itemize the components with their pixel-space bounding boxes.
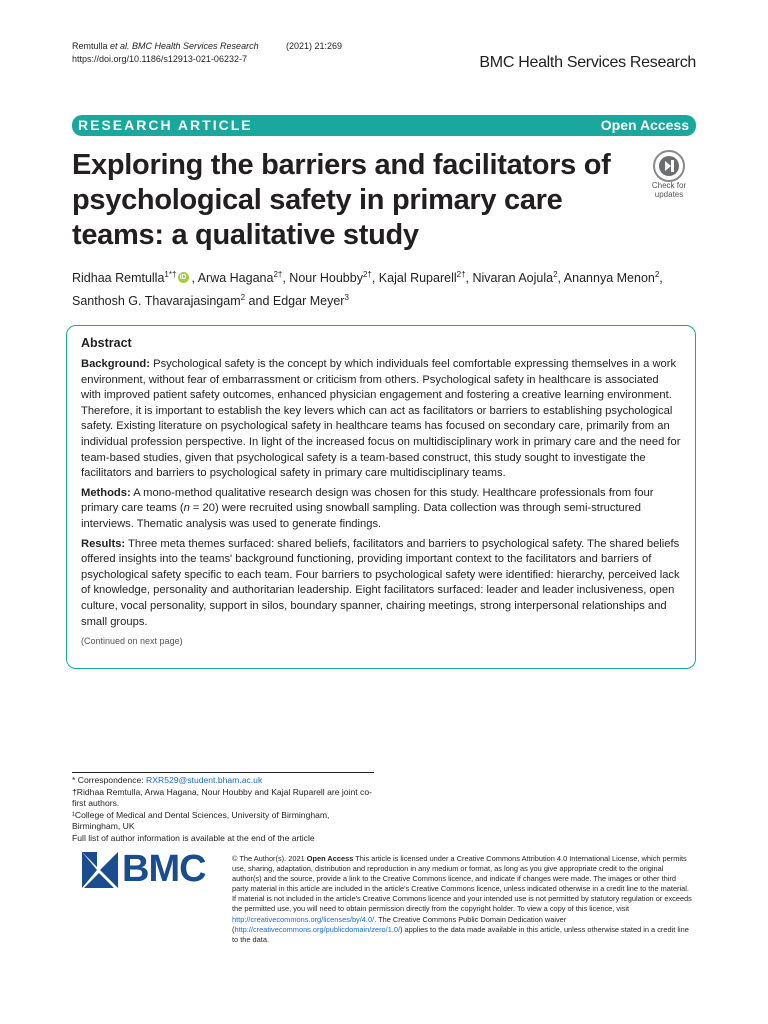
abstract-methods [81,486,681,533]
methods-text-post: = 20) were recruited using snowball sampling. Data collection was through semi-structured interviews. Thematic analysis was used to generate findings. [81,502,641,530]
correspondence-email-link[interactable]: RXR529@student.bham.ac.uk [146,775,263,785]
license-body3: ) applies to the data made available in this article, unless otherwise stated in a credit line to the data. [232,924,689,944]
abstract-box [66,325,696,669]
check-for-updates-label [642,181,696,199]
correspondence [72,775,374,787]
journal-name: BMC Health Services Research [479,54,696,71]
license-body1: This article is licensed under a Creative Commons Attribution 4.0 International License, which permits use, sharing, adaptation, distribution and reproduction in any medium or format, as long as you give appropriate credit to the original author(s) and the source, provide a link to the Creative Commons licence, and indicate if changes were made. The images or other third party material in this article are included in the article's Creative Commons licence, unless indicated otherwise in a credit line to the material. If material is not included in the article's Creative Commons licence and your intended use is not permitted by statutory regulation or exceeds the permitted use, you will need to obtain permission directly from the copyright holder. To view a copy of this licence, visit [232,854,692,914]
correspondence-label: * Correspondence: [72,775,147,785]
author-affiliation: 2† [273,270,283,279]
author-affiliation: 1*† [164,270,177,279]
results-text: Three meta themes surfaced: shared beliefs, facilitators and barriers to psychological safety. The shared beliefs offered insights into the teams' background functioning, providing important context to the facilitators and barriers of psychological safety specific to each team. Four barriers to psychological safety were identified: hierarchy, perceived lack of knowledge, personality and authoritarian leadership. Eight facilitators surfaced: leader and leader inclusiveness, open culture, vocal personality, support in silos, boundary spanner, chairing meetings, strong interpersonal relationships and small groups. [81,537,680,628]
author-affiliation: 2 [553,270,558,279]
footnotes [72,772,374,845]
methods-text-pre: A mono-method qualitative research design was chosen for this study. Healthcare professionals from four primary care teams ( [81,486,654,515]
methods-label: Methods: [81,486,131,499]
abstract-background [81,357,681,482]
citation-journal: et al. BMC Health Services Research [110,41,259,51]
author-name: , Kajal Ruparell [371,271,457,286]
author-affiliation: 3 [344,293,349,303]
author-name: Ridhaa Remtulla [72,271,165,286]
article-type-banner [72,115,696,136]
author-affiliation: 2† [456,270,466,279]
license-pre: © The Author(s). 2021 [232,854,307,863]
author-name: and Edgar Meyer [245,294,345,309]
author-affiliation: 2 [240,293,246,303]
check-line2: updates [654,190,684,199]
author-name: , Nivaran Aojula [465,271,554,286]
citation [72,40,259,53]
author-affiliation: 2† [362,270,372,279]
background-text: Psychological safety is the concept by which individuals feel comfortable expressing themselves in a work environment, without fear of embarrassment or criticism from others. Psychological safety in healthcare is associated with improved patient safety outcomes, enhanced physician engagement and fostering a creative learning environment. Therefore, it is important to establish the key levers which can act as facilitators or barriers to establishing psychological safety. Existing literature on psychological safety in healthcare teams has focused on secondary care, primarily from an individual profession perspective. In light of the increased focus on multidisciplinary work in primary care and the need for team-based studies, given that psychological safety is a team-based construct, this study sought to investigate the facilitators and barriers to psychological safety in primary care multidisciplinary teams. [81,358,681,480]
continued-note: (Continued on next page) [81,636,183,647]
results-label: Results: [81,537,126,550]
author-name: , Nour Houbby [282,271,363,286]
license-open-access: Open Access [306,854,354,863]
affiliation-note: ¹College of Medical and Dental Sciences, University of Birmingham, Birmingham, UK [72,809,330,832]
citation-authors: Remtulla [72,41,111,51]
citation-year: (2021) 21:269 [286,41,343,51]
check-line1: Check for [651,181,687,190]
license-statement [232,854,692,945]
abstract-results [81,537,681,631]
license-link-by[interactable]: http://creativecommons.org/licenses/by/4.0/ [232,914,375,924]
background-label: Background: [81,358,150,370]
check-for-updates-badge[interactable] [642,148,696,202]
author-name: , Anannya Menon [557,271,655,286]
bmc-logo-text: BMC [122,848,206,890]
doi-link[interactable]: https://doi.org/10.1186/s12913-021-06232-7 [72,54,247,64]
article-title: Exploring the barriers and facilitators of psychological safety in primary care teams: a qualitative study [72,149,611,251]
author-name: , Arwa Hagana [191,271,274,286]
abstract-heading: Abstract [81,336,132,350]
full-list-note: Full list of author information is available at the end of the article [72,832,315,843]
running-header [72,40,696,80]
open-access-label: Open Access [600,117,689,133]
author-affiliation: 2 [654,270,660,279]
cofirst-note: †Ridhaa Remtulla, Arwa Hagana, Nour Houbby and Kajal Ruparell are joint co-first authors. [72,786,372,809]
author-name: , Santhosh G. Thavarajasingam [72,271,663,309]
article-type-label: RESEARCH ARTICLE [78,117,253,133]
author-list [72,265,692,311]
bmc-logo [82,848,214,890]
check-for-updates-icon [653,150,685,182]
license-body2: . The Creative Commons Public Domain Dedication waiver ( [232,914,567,934]
orcid-icon[interactable] [178,272,189,283]
bmc-logo-icon [82,852,118,888]
methods-n: n [183,502,190,515]
license-link-zero[interactable]: http://creativecommons.org/publicdomain/zero/1.0/ [234,924,401,934]
